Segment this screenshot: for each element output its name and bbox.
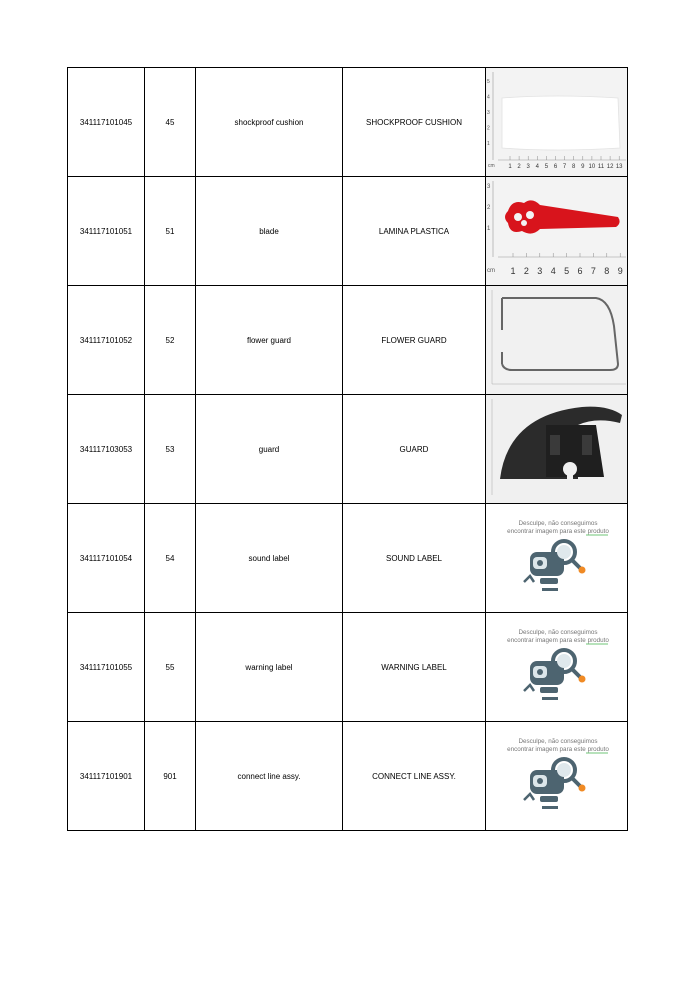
photo-plastic-blade — [486, 177, 627, 285]
part-number: 52 — [145, 286, 196, 395]
ruler-label: 1 — [487, 141, 490, 147]
part-number: 55 — [145, 613, 196, 722]
ruler-label: 4 — [487, 94, 490, 101]
table-row — [68, 722, 628, 831]
ruler-label: 3 — [537, 266, 543, 276]
part-image-cell — [486, 395, 628, 504]
part-name-pt: WARNING LABEL — [343, 613, 486, 722]
robot-icon — [524, 759, 586, 809]
part-image-cell — [486, 722, 628, 831]
ruler-label: 1 — [510, 266, 516, 276]
ruler-label: 8 — [604, 266, 610, 276]
part-name: warning label — [196, 613, 343, 722]
ruler-label: 2 — [487, 125, 490, 132]
part-code: 341117101054 — [68, 504, 145, 613]
part-image-cell — [486, 177, 628, 286]
ruler-label: 4 — [535, 164, 539, 170]
ruler-label: 5 — [487, 79, 490, 85]
ruler-label: 5 — [544, 164, 549, 170]
part-code: 341117101051 — [68, 177, 145, 286]
ruler-label: 7 — [562, 164, 567, 170]
ruler-label: 2 — [487, 205, 491, 211]
part-number: 901 — [145, 722, 196, 831]
photo-flower-guard — [486, 286, 627, 394]
ruler-label: 12 — [606, 164, 614, 170]
parts-table — [67, 67, 628, 831]
ruler-label: 2 — [517, 164, 521, 170]
image-not-found — [486, 504, 627, 612]
part-name: flower guard — [196, 286, 343, 395]
table-row — [68, 286, 628, 395]
part-name: shockproof cushion — [196, 68, 343, 177]
part-name-pt: CONNECT LINE ASSY. — [343, 722, 486, 831]
part-name: guard — [196, 395, 343, 504]
ruler-label: 9 — [617, 266, 623, 276]
ruler-unit: cm — [487, 268, 495, 274]
table-row — [68, 504, 628, 613]
table-row — [68, 613, 628, 722]
part-number: 45 — [145, 68, 196, 177]
ruler-label: 6 — [553, 164, 558, 170]
table-row — [68, 68, 628, 177]
ruler-label: 3 — [487, 110, 490, 116]
ruler-label: 13 — [615, 164, 623, 170]
part-name-pt: LAMINA PLASTICA — [343, 177, 486, 286]
ruler-label: 3 — [526, 164, 530, 170]
part-code: 341117101901 — [68, 722, 145, 831]
part-name-pt: GUARD — [343, 395, 486, 504]
ruler-label: 9 — [581, 164, 585, 170]
ruler-label: 7 — [590, 266, 596, 276]
ruler-label: 4 — [550, 266, 556, 276]
robot-icon — [524, 541, 586, 591]
table-row — [68, 395, 628, 504]
part-code: 341117101045 — [68, 68, 145, 177]
photo-guard — [486, 395, 627, 503]
placeholder-line-2: encontrar imagem para este produto — [507, 528, 609, 535]
part-name-pt: FLOWER GUARD — [343, 286, 486, 395]
part-code: 341117101052 — [68, 286, 145, 395]
part-name: connect line assy. — [196, 722, 343, 831]
ruler-label: 6 — [577, 266, 583, 276]
part-image-cell — [486, 504, 628, 613]
ruler-label: 1 — [487, 226, 491, 232]
image-not-found — [486, 722, 627, 830]
part-code: 341117103053 — [68, 395, 145, 504]
ruler-label: 1 — [508, 164, 512, 170]
part-number: 53 — [145, 395, 196, 504]
part-name: sound label — [196, 504, 343, 613]
part-name-pt: SHOCKPROOF CUSHION — [343, 68, 486, 177]
part-image-cell — [486, 613, 628, 722]
part-name: blade — [196, 177, 343, 286]
part-number: 54 — [145, 504, 196, 613]
part-image-cell — [486, 68, 628, 177]
robot-icon — [524, 650, 586, 700]
placeholder-line-1: Desculpe, não conseguimos — [518, 629, 598, 636]
ruler-label: 8 — [572, 164, 576, 170]
placeholder-line-2: encontrar imagem para este produto — [507, 637, 609, 644]
ruler-label: 3 — [487, 184, 491, 190]
part-number: 51 — [145, 177, 196, 286]
ruler-unit: cm — [488, 163, 495, 169]
image-not-found — [486, 613, 627, 721]
part-name-pt: SOUND LABEL — [343, 504, 486, 613]
placeholder-line-1: Desculpe, não conseguimos — [518, 520, 598, 527]
ruler-label: 10 — [588, 164, 596, 170]
table-row — [68, 177, 628, 286]
part-image-cell — [486, 286, 628, 395]
ruler-label: 11 — [597, 164, 605, 170]
part-code: 341117101055 — [68, 613, 145, 722]
ruler-label: 5 — [564, 266, 570, 276]
ruler-label: 2 — [523, 266, 529, 276]
placeholder-line-1: Desculpe, não conseguimos — [518, 738, 598, 745]
placeholder-line-2: encontrar imagem para este produto — [507, 746, 609, 753]
photo-shockproof-cushion — [486, 68, 627, 176]
